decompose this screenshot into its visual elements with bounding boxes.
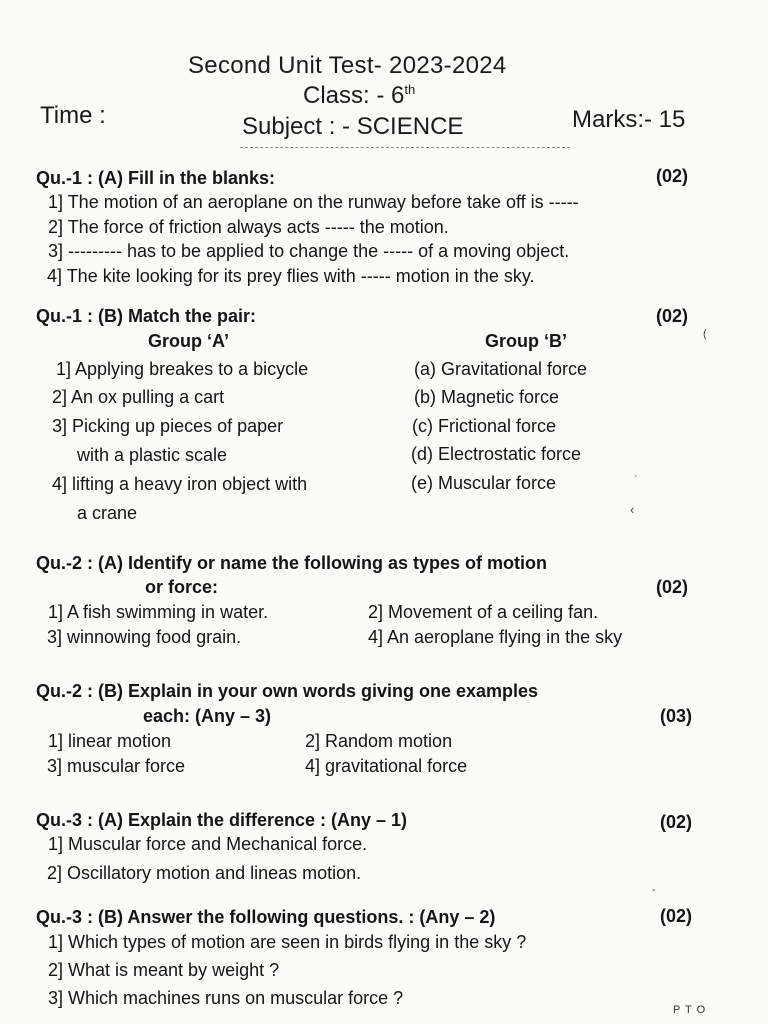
q1b-marks: (02) (656, 306, 689, 326)
q1a-marks: (02) (656, 166, 689, 186)
group-a-item-continued: a crane (77, 503, 138, 523)
scan-speck: ( (703, 328, 707, 340)
q1a-item: 1] The motion of an aeroplane on the runway before take off is ----- (48, 192, 579, 212)
q3b-heading: Qu.-3 : (B) Answer the following questions. : (Any – 2) (36, 907, 496, 927)
time-label: Time : (40, 102, 106, 129)
group-b-item: (e) Muscular force (411, 473, 557, 493)
page-turn-mark: P T O (673, 1004, 707, 1016)
group-b-label: Group ‘B’ (485, 331, 567, 351)
q1a-item: 3] --------- has to be applied to change the ----- of a moving object. (48, 241, 570, 261)
q2a-item: 4] An aeroplane flying in the sky (368, 627, 623, 647)
exam-title: Second Unit Test- 2023-2024 (188, 52, 507, 79)
group-b-item: (c) Frictional force (412, 416, 557, 436)
group-b-item: (d) Electrostatic force (411, 444, 582, 464)
q3a-marks: (02) (660, 812, 693, 832)
q3a-item: 2] Oscillatory motion and lineas motion. (47, 863, 362, 883)
scan-speck: ‐ (652, 884, 656, 896)
q2b-heading-continued: each: (Any – 3) (143, 706, 272, 726)
marks-label: Marks:- 15 (572, 106, 686, 133)
q2a-item: 2] Movement of a ceiling fan. (368, 602, 599, 622)
group-a-label: Group ‘A’ (148, 331, 229, 351)
class-text: Class: - 6 (303, 82, 405, 109)
q2a-marks: (02) (656, 577, 689, 597)
subject-label: Subject : - SCIENCE (242, 113, 464, 140)
q2b-item: 1] linear motion (48, 731, 172, 751)
q2a-heading: Qu.-2 : (A) Identify or name the following as types of motion (36, 553, 548, 573)
q2a-item: 3] winnowing food grain. (47, 627, 242, 647)
group-b-item: (a) Gravitational force (414, 359, 588, 379)
scan-speck: ‹ (630, 502, 635, 517)
q2b-item: 4] gravitational force (305, 756, 468, 776)
q3b-item: 1] Which types of motion are seen in birds flying in the sky ? (48, 932, 527, 952)
q3b-item: 3] Which machines runs on muscular force ? (48, 988, 404, 1008)
q2a-heading-continued: or force: (145, 577, 219, 597)
q2a-item: 1] A fish swimming in water. (48, 602, 269, 622)
q2b-item: 2] Random motion (305, 731, 453, 751)
group-a-item: 4] lifting a heavy iron object with (52, 474, 308, 494)
q3a-heading: Qu.-3 : (A) Explain the difference : (Any – 1) (36, 810, 408, 830)
header-divider (240, 147, 570, 148)
group-a-item: 2] An ox pulling a cart (52, 387, 225, 407)
scan-speck: · (634, 470, 638, 482)
q1a-heading: Qu.-1 : (A) Fill in the blanks: (36, 168, 276, 188)
group-a-item: 1] Applying breakes to a bicycle (56, 359, 309, 379)
q1a-item: 4] The kite looking for its prey flies with ----- motion in the sky. (47, 266, 535, 286)
q2b-item: 3] muscular force (47, 756, 186, 776)
group-a-item-continued: with a plastic scale (77, 445, 228, 465)
class-label (303, 82, 415, 110)
q2b-marks: (03) (660, 706, 693, 726)
q1b-heading: Qu.-1 : (B) Match the pair: (36, 306, 256, 326)
q3a-item: 1] Muscular force and Mechanical force. (48, 834, 368, 854)
class-superscript: th (404, 82, 416, 97)
q2b-heading: Qu.-2 : (B) Explain in your own words giving one examples (36, 681, 539, 701)
q3b-item: 2] What is meant by weight ? (48, 960, 280, 980)
q1a-item: 2] The force of friction always acts ----- the motion. (48, 217, 449, 237)
q3b-marks: (02) (660, 906, 693, 926)
group-b-item: (b) Magnetic force (414, 387, 560, 407)
group-a-item: 3] Picking up pieces of paper (52, 416, 284, 436)
